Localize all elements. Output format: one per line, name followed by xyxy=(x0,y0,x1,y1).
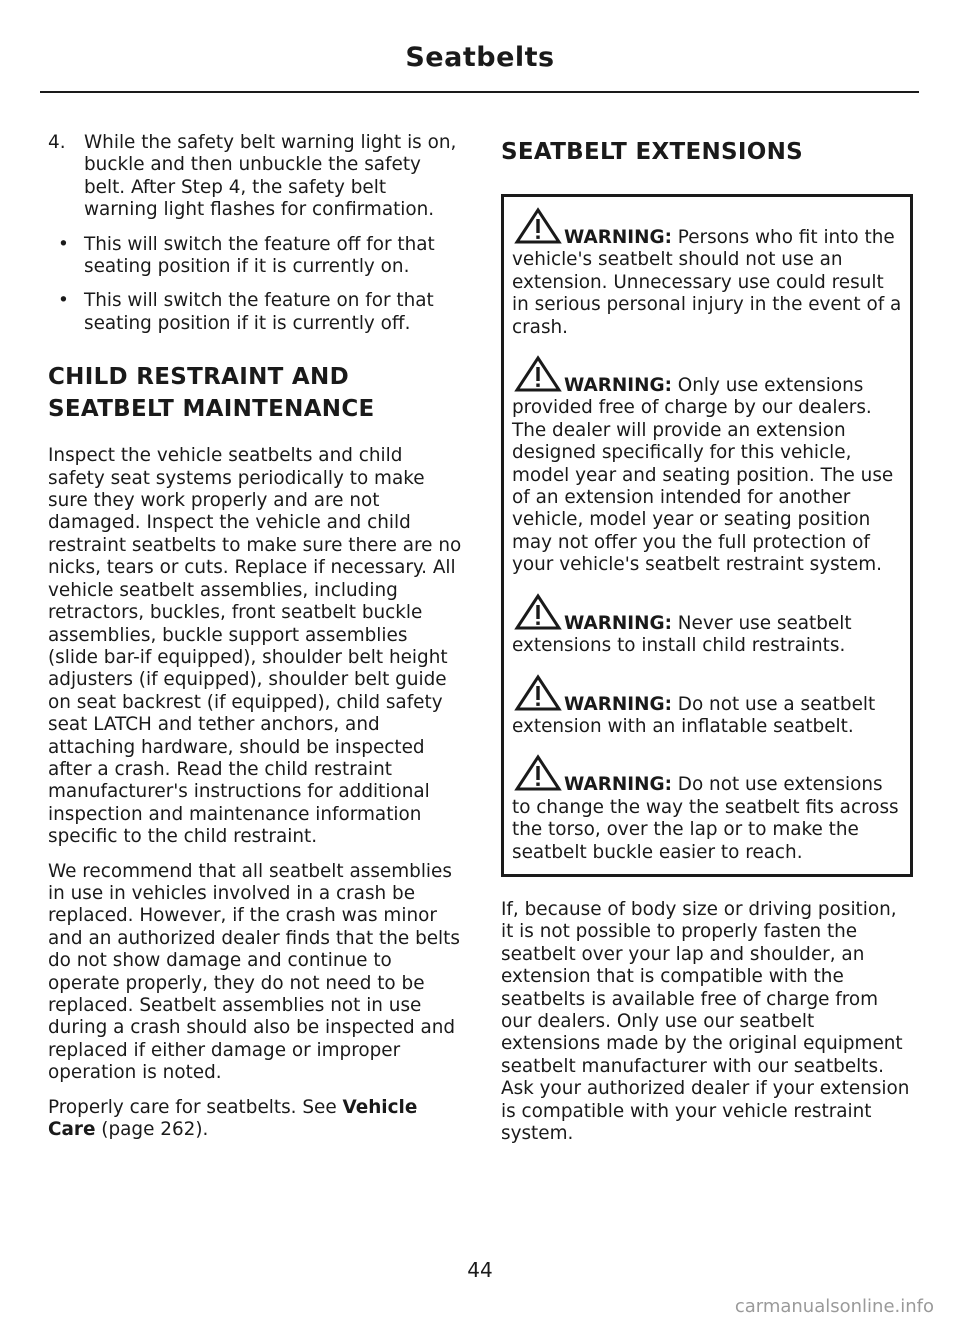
left-column xyxy=(48,132,462,1153)
paragraph: If, because of body size or driving position, it is not possible to properly fasten the seatbelt over your lap and shoulder, an extension that is compatible with the seatbelts is available free of charge from our dealers. Only use our seatbelt extensions made by the original equipment seatbelt manufacturer with our seatbelts. Ask your authorized dealer if your extension is compatible with your vehicle restraint system. xyxy=(501,898,910,1144)
warning-text: Do not use a seatbelt extension with an inflatable seatbelt. xyxy=(512,693,876,737)
vehicle-care-link[interactable]: Vehicle Care xyxy=(48,1096,418,1141)
bullet-marker: • xyxy=(58,290,69,312)
warning-item xyxy=(512,355,904,577)
warning-triangle-icon xyxy=(512,674,564,712)
bullet-text: This will switch the feature on for that seating position if it is currently off. xyxy=(84,290,434,334)
warning-triangle-icon xyxy=(512,207,564,245)
step-number: 4. xyxy=(48,132,66,153)
warning-box xyxy=(501,194,913,877)
paragraph: Inspect the vehicle seatbelts and child safety seat systems periodically to make sure they work properly and are not damaged. Inspect the vehicle and child restraint seatbelts to make sure there are no nicks, tears or cuts. Replace if necessary. All vehicle seatbelt assemblies, including retractors, buckles, front seatbelt buckle assemblies, buckle support assemblies (slide bar-if equipped), shoulder belt height adjusters (if equipped), shoulder belt guide on seat backrest (if equipped), child safety seat LATCH and tether anchors, and attaching hardware, should be inspected after a crash. Read the child restraint manufacturer's instructions for additional inspection and maintenance information specific to the child restraint. xyxy=(48,445,462,848)
care-text: Properly care for seatbelts. See xyxy=(48,1096,343,1118)
warning-triangle-icon xyxy=(512,754,564,792)
heading-line: CHILD RESTRAINT AND xyxy=(48,364,349,391)
warning-text: Never use seatbelt extensions to install child restraints. xyxy=(512,612,852,657)
page-number: 44 xyxy=(467,1258,493,1282)
heading-line: SEATBELT MAINTENANCE xyxy=(48,396,375,423)
warning-label: WARNING: xyxy=(564,612,672,634)
right-column xyxy=(501,132,913,1157)
warning-text: Do not use extensions to change the way the seatbelt fits across the torso, over the lap or to make the seatbelt buckle easier to reach. xyxy=(512,774,899,863)
step-text: While the safety belt warning light is on, buckle and then unbuckle the safety belt. After Step 4, the safety belt warning light flashes for confirmation. xyxy=(84,132,457,221)
bullet-item xyxy=(48,290,462,335)
bullet-marker: • xyxy=(58,233,69,255)
warning-item xyxy=(512,207,904,339)
warning-label: WARNING: xyxy=(564,375,672,397)
warning-label: WARNING: xyxy=(564,227,672,248)
warning-triangle-icon xyxy=(512,593,564,631)
warning-item xyxy=(512,593,904,658)
bullet-text: This will switch the feature off for that seating position if it is currently on. xyxy=(84,233,435,278)
page-reference: (page 262). xyxy=(95,1119,209,1141)
warning-triangle-icon xyxy=(512,355,564,393)
bullet-item xyxy=(48,234,462,279)
section-heading-extensions: SEATBELT EXTENSIONS xyxy=(501,139,804,165)
warning-text: Persons who fit into the vehicle's seatbelt should not use an extension. Unnecessary use could result in serious personal injury in the event of a crash. xyxy=(512,227,902,338)
care-reference xyxy=(48,1097,462,1142)
warning-text: Only use extensions provided free of charge by our dealers. The dealer will provide an extension designed specifically for this vehicle, model year and seating position. The use of an extension intended for another vehicle, model year or seating position may not offer you the full protection of your vehicle's seatbelt restraint system. xyxy=(512,375,894,576)
warning-item xyxy=(512,754,904,864)
header-divider xyxy=(40,91,919,93)
page-title: Seatbelts xyxy=(405,42,555,73)
warning-label: WARNING: xyxy=(564,693,672,715)
warning-label: WARNING: xyxy=(564,774,672,796)
section-heading-maintenance xyxy=(48,361,462,425)
watermark: carmanualsonline.info xyxy=(734,1296,934,1317)
paragraph: We recommend that all seatbelt assemblies in use in vehicles involved in a crash be replaced. However, if the crash was minor and an authorized dealer finds that the belts do not show damage and continue to operate properly, they do not need to be replaced. Seatbelt assemblies not in use during a crash should also be inspected and replaced if either damage or improper operation is noted. xyxy=(48,860,460,1084)
step-4 xyxy=(48,132,462,222)
warning-item xyxy=(512,674,904,739)
